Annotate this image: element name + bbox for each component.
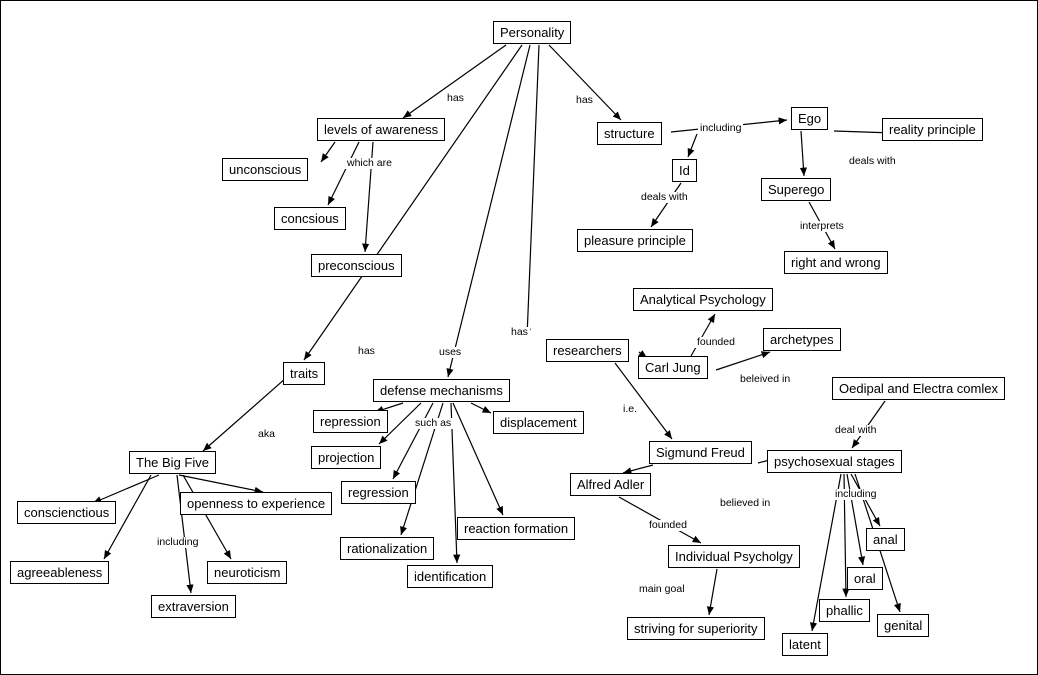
node-structure[interactable]: structure	[597, 122, 662, 145]
edge-label-has-traits: has	[358, 345, 375, 357]
edge-label-ie: i.e.	[623, 403, 638, 415]
edge-label-founded-individual: founded	[649, 519, 687, 531]
node-genital[interactable]: genital	[877, 614, 929, 637]
node-the-big-five[interactable]: The Big Five	[129, 451, 216, 474]
edge-label-aka: aka	[258, 428, 275, 440]
node-superego[interactable]: Superego	[761, 178, 831, 201]
edge-label-including-ego: including	[700, 122, 742, 134]
node-psychosexual-stages[interactable]: psychosexual stages	[767, 450, 902, 473]
node-reality-principle[interactable]: reality principle	[882, 118, 983, 141]
node-regression[interactable]: regression	[341, 481, 416, 504]
node-extraversion[interactable]: extraversion	[151, 595, 236, 618]
node-unconscious[interactable]: unconscious	[222, 158, 308, 181]
edge-label-has-researchers: has	[511, 326, 528, 338]
edge-label-deals-with-pleasure: deals with	[641, 191, 688, 203]
node-phallic[interactable]: phallic	[819, 599, 870, 622]
edge-label-interprets: interprets	[800, 220, 844, 232]
node-repression[interactable]: repression	[313, 410, 388, 433]
edge-label-including-stages: including	[835, 488, 877, 500]
edge-label-which-are: which are	[347, 157, 392, 169]
node-openness-to-experience[interactable]: openness to experience	[180, 492, 332, 515]
edge-label-deal-with: deal with	[835, 424, 877, 436]
edge-label-uses: uses	[439, 346, 462, 358]
node-traits[interactable]: traits	[283, 362, 325, 385]
node-oedipal-and-electra-complex[interactable]: Oedipal and Electra comlex	[832, 377, 1005, 400]
edge-label-such-as: such as	[415, 417, 452, 429]
node-right-and-wrong[interactable]: right and wrong	[784, 251, 888, 274]
node-agreeableness[interactable]: agreeableness	[10, 561, 109, 584]
node-defense-mechanisms[interactable]: defense mechanisms	[373, 379, 510, 402]
node-displacement[interactable]: displacement	[493, 411, 584, 434]
edge-label-believed-in-stages: believed in	[720, 497, 771, 509]
node-anal[interactable]: anal	[866, 528, 905, 551]
node-striving-for-superiority[interactable]: striving for superiority	[627, 617, 765, 640]
node-identification[interactable]: identification	[407, 565, 493, 588]
node-neuroticism[interactable]: neuroticism	[207, 561, 287, 584]
edge-label-beleived-in-archetypes: beleived in	[740, 373, 791, 385]
edge-label-has-levels: has	[447, 92, 464, 104]
node-analytical-psychology[interactable]: Analytical Psychology	[633, 288, 773, 311]
node-concsious[interactable]: concsious	[274, 207, 346, 230]
node-alfred-adler[interactable]: Alfred Adler	[570, 473, 651, 496]
node-latent[interactable]: latent	[782, 633, 828, 656]
node-conscienctious[interactable]: conscienctious	[17, 501, 116, 524]
node-id[interactable]: Id	[672, 159, 697, 182]
edge-label-including-big-five: including	[157, 536, 199, 548]
node-pleasure-principle[interactable]: pleasure principle	[577, 229, 693, 252]
edge-label-founded-analytical: founded	[697, 336, 735, 348]
node-projection[interactable]: projection	[311, 446, 381, 469]
node-carl-jung[interactable]: Carl Jung	[638, 356, 708, 379]
node-ego[interactable]: Ego	[791, 107, 828, 130]
node-sigmund-freud[interactable]: Sigmund Freud	[649, 441, 752, 464]
node-rationalization[interactable]: rationalization	[340, 537, 434, 560]
edge-label-deals-with-reality: deals with	[849, 155, 896, 167]
node-preconscious[interactable]: preconscious	[311, 254, 402, 277]
node-reaction-formation[interactable]: reaction formation	[457, 517, 575, 540]
node-researchers[interactable]: researchers	[546, 339, 629, 362]
edge-label-has-structure: has	[576, 94, 593, 106]
node-levels-of-awareness[interactable]: levels of awareness	[317, 118, 445, 141]
node-oral[interactable]: oral	[847, 567, 883, 590]
node-individual-psychology[interactable]: Individual Psycholgy	[668, 545, 800, 568]
node-archetypes[interactable]: archetypes	[763, 328, 841, 351]
edge-label-main-goal: main goal	[639, 583, 685, 595]
node-personality[interactable]: Personality	[493, 21, 571, 44]
